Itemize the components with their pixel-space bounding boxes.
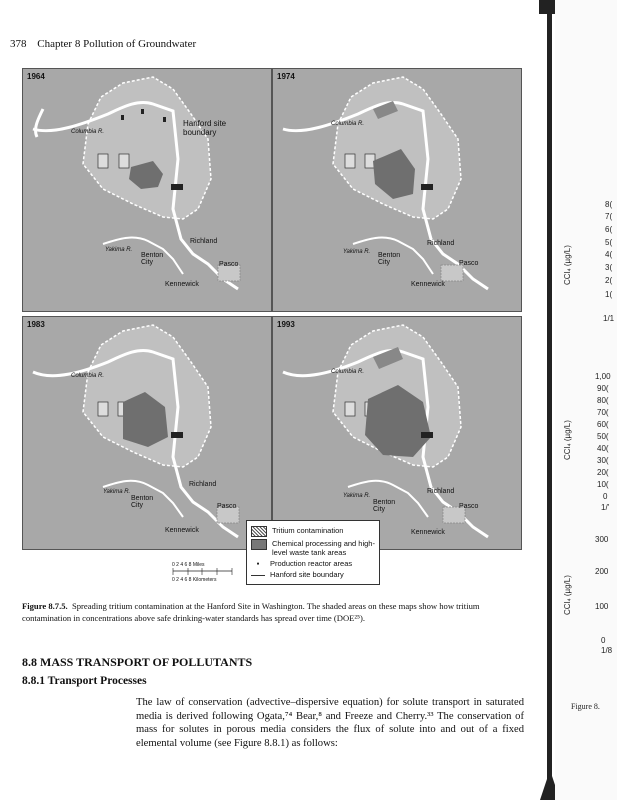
benton-city-label: Benton City xyxy=(373,499,396,513)
legend-item-boundary: Hanford site boundary xyxy=(251,570,375,579)
pasco-label: Pasco xyxy=(459,260,479,267)
tick: 1/' xyxy=(601,503,610,512)
tick: 90( xyxy=(597,384,609,393)
pasco-label: Pasco xyxy=(217,503,237,510)
dark-swatch-icon xyxy=(251,539,267,550)
legend-item-chemical: Chemical processing and high-level waste tank areas xyxy=(251,539,375,557)
book-spine xyxy=(547,0,552,800)
tick: 40( xyxy=(597,444,609,453)
tick: 5( xyxy=(605,238,613,247)
tick: 3( xyxy=(605,263,613,272)
hanford-map xyxy=(273,69,521,311)
tick: 0 xyxy=(603,492,608,501)
tick: 50( xyxy=(597,432,609,441)
tick: 100 xyxy=(595,602,609,611)
scale-miles: 0 2 4 6 8 Miles xyxy=(172,562,205,568)
subsection-heading: 8.8.1 Transport Processes xyxy=(22,675,147,687)
tick: 60( xyxy=(597,420,609,429)
tick: 1( xyxy=(605,290,613,299)
columbia-river-label: Columbia R. xyxy=(71,129,105,135)
kennewick-label: Kennewick xyxy=(165,527,199,534)
kennewick-label: Kennewick xyxy=(411,281,445,288)
hanford-map xyxy=(273,317,521,549)
square-dot-icon: ▪ xyxy=(256,559,260,568)
benton-city-label: Benton City xyxy=(141,252,164,266)
legend-item-tritium: Tritium contamination xyxy=(251,526,375,537)
yakima-river-label: Yakima R. xyxy=(105,247,133,253)
axis-label-1: CCl₄ (µg/L) xyxy=(563,245,572,285)
scale-km: 0 2 4 6 8 Kilometers xyxy=(172,577,217,583)
caption-text: Spreading tritium contamination at the Hanford Site in Washington. The shaded areas on these maps show how tritium contamination in concentrations above safe drinking-water standards has spread over time (DOE²⁵). xyxy=(22,601,480,623)
benton-city-label: Benton City xyxy=(131,495,154,509)
richland-label: Richland xyxy=(190,238,218,245)
tick: 6( xyxy=(605,225,613,234)
yakima-river-label: Yakima R. xyxy=(103,489,131,495)
tick: 70( xyxy=(597,408,609,417)
panel-year: 1983 xyxy=(27,320,45,329)
legend-item-reactor: ▪ Production reactor areas xyxy=(251,559,375,568)
columbia-river-label: Columbia R. xyxy=(331,369,365,375)
richland-label: Richland xyxy=(427,488,455,495)
hatch-swatch-icon xyxy=(251,526,267,537)
richland-label: Richland xyxy=(427,240,455,247)
yakima-river-label: Yakima R. xyxy=(343,249,371,255)
tick: 1,00 xyxy=(595,372,611,381)
tick: 4( xyxy=(605,250,613,259)
panel-year: 1993 xyxy=(277,320,295,329)
axis-label-2: CCl₄ (µg/L) xyxy=(563,420,572,460)
caption-label: Figure 8.7.5. xyxy=(22,601,68,611)
pasco-label: Pasco xyxy=(219,261,239,268)
adjacent-page xyxy=(555,0,617,800)
columbia-river-label: Columbia R. xyxy=(71,373,105,379)
tick: 8( xyxy=(605,200,613,209)
tick: 7( xyxy=(605,212,613,221)
map-legend xyxy=(246,520,380,585)
columbia-river-label: Columbia R. xyxy=(331,121,365,127)
tick: 30( xyxy=(597,456,609,465)
tick: 80( xyxy=(597,396,609,405)
richland-label: Richland xyxy=(189,481,217,488)
tick: 10( xyxy=(597,480,609,489)
axis-label-3: CCl₄ (µg/L) xyxy=(563,575,572,615)
tick: 1/8 xyxy=(601,646,613,655)
hanford-boundary-label: Hanford site boundary xyxy=(183,119,227,137)
body-paragraph: The law of conservation (advective–dispersive equation) for solute transport in saturated media is derived following Ogata,⁷⁴ Bear,⁸ and Freeze and Cherry.³³ The conservation of mass for solutes in porous media considers the flux of solute into and out of a fixed elemental volume (see Figure 8.8.1) as follows: xyxy=(136,697,524,749)
chapter-title: Chapter 8 Pollution of Groundwater xyxy=(37,38,197,50)
tick: 0 xyxy=(601,636,606,645)
scale-bar-graphic xyxy=(172,568,234,575)
tick: 1/1 xyxy=(603,314,615,323)
figure-ref: Figure 8. xyxy=(571,702,600,711)
hanford-map xyxy=(23,317,271,549)
tick: 200 xyxy=(595,567,609,576)
tick: 2( xyxy=(605,276,613,285)
running-head xyxy=(10,38,196,50)
map-panel-1964 xyxy=(22,68,272,312)
benton-city-label: Benton City xyxy=(378,252,401,266)
kennewick-label: Kennewick xyxy=(165,281,199,288)
map-panel-1983 xyxy=(22,316,272,550)
line-swatch-icon xyxy=(251,575,265,576)
panel-year: 1964 xyxy=(27,72,45,81)
figure-caption xyxy=(22,601,522,624)
hanford-map xyxy=(23,69,271,311)
map-panel-1993 xyxy=(272,316,522,550)
yakima-river-label: Yakima R. xyxy=(343,493,371,499)
tick: 300 xyxy=(595,535,609,544)
section-heading: 8.8 MASS TRANSPORT OF POLLUTANTS xyxy=(22,655,253,669)
map-panel-1974 xyxy=(272,68,522,312)
panel-year: 1974 xyxy=(277,72,295,81)
page-number: 378 xyxy=(10,38,27,50)
scale-bar xyxy=(172,562,234,583)
kennewick-label: Kennewick xyxy=(411,529,445,536)
tick: 20( xyxy=(597,468,609,477)
pasco-label: Pasco xyxy=(459,503,479,510)
